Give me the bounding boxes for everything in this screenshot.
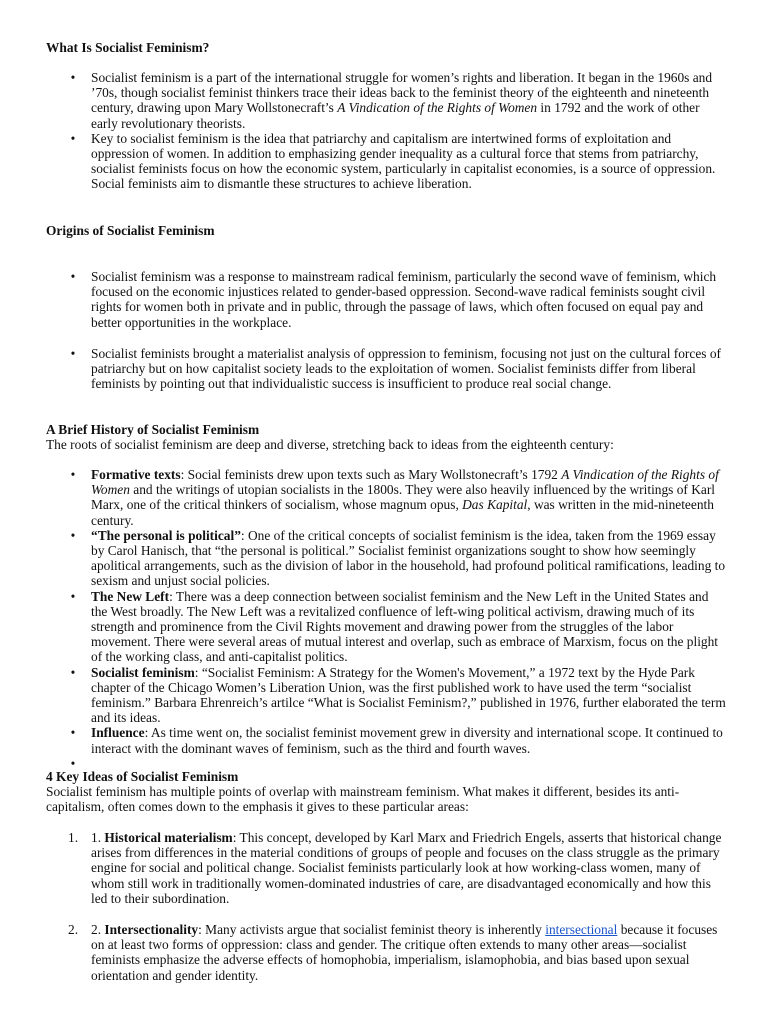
list-item: • Key to socialist feminism is the idea that patriarchy and capitalism are intertwined forms of exploitation and oppression of women. In addition to emphasizing gender inequality as a cultural force that stems from patriarchy, socialist feminists focus on how the economic system, particularly in capitalist economies, is a source of oppression. Social feminists aim to dismantle these structures to achieve liberation. [45, 131, 727, 192]
list-item: 2. 2. Intersectionality: Many activists argue that socialist feminist theory is inherently intersectional because it focuses on at least two forms of oppression: class and gender. The critique often extends to many other areas—socialist feminists emphasize the adverse effects of homophobia, imperialism, islamophobia, and bias based upon sexual orientation and gender identity. [68, 922, 718, 983]
list-item: • Socialist feminism: “Socialist Feminism: A Strategy for the Women's Movement,” a 1972 text by the Hyde Park chapter of the Chicago Women’s Liberation Union, was the first published work to have used the term “socialist feminism.” Barbara Ehrenreich’s artilce “What is Socialist Feminism?,” published in 1976, further elaborated the term and its ideas. [45, 665, 727, 726]
bullet-icon: • [70, 345, 76, 361]
list-item: • “The personal is political”: One of the critical concepts of socialist feminism is the idea, taken from the 1969 essay by Carol Hanisch, that “the personal is political.” Socialist feminist organizations sought to show how seemingly apolitical arrangements, such as the division of labor in the household, had profound political ramifications, leading to sexism and unjust social policies. [45, 528, 727, 589]
list-item: • Socialist feminism was a response to mainstream radical feminism, particularly the second wave of feminism, which focused on the economic injustices related to gender-based oppression. Second-wave radical feminists sought civil rights for women both in private and in public, through the passage of laws, which often focused on equal pay and better opportunities in the workplace. [45, 269, 727, 330]
heading-key-ideas: 4 Key Ideas of Socialist Feminism [46, 769, 239, 784]
intersectional-link[interactable]: intersectional [545, 922, 618, 938]
bullet-list-history [45, 467, 727, 771]
bullet-icon: • [70, 467, 76, 482]
bullet-icon: • [70, 130, 76, 146]
bullet-icon: • [70, 527, 76, 543]
bullet-icon: • [70, 588, 76, 604]
heading-what-is-socialist-feminism: What Is Socialist Feminism? [46, 40, 210, 55]
bullet-icon: • [70, 664, 76, 680]
heading-brief-history: A Brief History of Socialist Feminism [46, 422, 260, 437]
list-number: 1. [68, 830, 79, 845]
bullet-icon: • [70, 755, 76, 771]
bullet-icon: • [70, 725, 76, 741]
bullet-icon: • [70, 70, 76, 85]
history-intro: The roots of socialist feminism are deep and diverse, stretching back to ideas from the eighteenth century: [46, 437, 614, 452]
list-item: • Socialist feminists brought a materialist analysis of oppression to feminism, focusing not just on the cultural forces of patriarchy but on how capitalist society leads to the exploitation of women. Socialist feminists differ from liberal feminists by pointing out that individualistic success is insufficient to produce real social change. [45, 346, 727, 392]
bullet-icon: • [70, 269, 76, 284]
list-item: • The New Left: There was a deep connection between socialist feminism and the New Left in the United States and the West broadly. The New Left was a revitalized confluence of left-wing political activism, drawing much of its strength and prominence from the Civil Rights movement and drawing power from the struggles of the labor movement. There were several areas of mutual interest and overlap, such as embrace of Marxism, focus on the plight of the working class, and anti-capitalist politics. [45, 589, 727, 665]
list-item: • Influence: As time went on, the socialist feminist movement grew in diversity and international scope. It continued to interact with the dominant waves of feminism, such as the third and fourth waves. [45, 725, 727, 755]
list-item: • Formative texts: Social feminists drew upon texts such as Mary Wollstonecraft’s 1792 A Vindication of the Rights of Women and the writings of utopian socialists in the 1800s. They were also heavily influenced by the writings of Karl Marx, one of the critical thinkers of socialism, whose magnum opus, Das Kapital, was written in the mid-nineteenth century. [45, 467, 727, 528]
numbered-list-key-ideas [45, 830, 727, 983]
list-number: 2. [68, 922, 79, 938]
list-item: • Socialist feminism is a part of the international struggle for women’s rights and liberation. It began in the 1960s and ’70s, though socialist feminist thinkers trace their ideas back to the feminist theory of the eighteenth and nineteenth century, drawing upon Mary Wollstonecraft’s A Vindication of the Rights of Women in 1792 and the work of other early revolutionary theorists. [45, 70, 727, 131]
bullet-list-what-is [45, 70, 727, 192]
heading-origins: Origins of Socialist Feminism [46, 223, 215, 238]
list-item: 1. 1. Historical materialism: This concept, developed by Karl Marx and Friedrich Engels, asserts that historical change arises from differences in the material conditions of groups of people and focuses on the class struggle as the primary engine for social and political change. Socialist feminists particularly look at how working-class women, many of whom still work in traditionally women-dominated industries of care, are disadvantaged economically and how this led to their subordination. [68, 830, 722, 906]
bullet-list-origins [45, 269, 727, 391]
key-ideas-intro: Socialist feminism has multiple points of overlap with mainstream feminism. What makes it different, besides its anti-capitalism, often comes down to the emphasis it gives to these particular areas: [46, 784, 680, 815]
